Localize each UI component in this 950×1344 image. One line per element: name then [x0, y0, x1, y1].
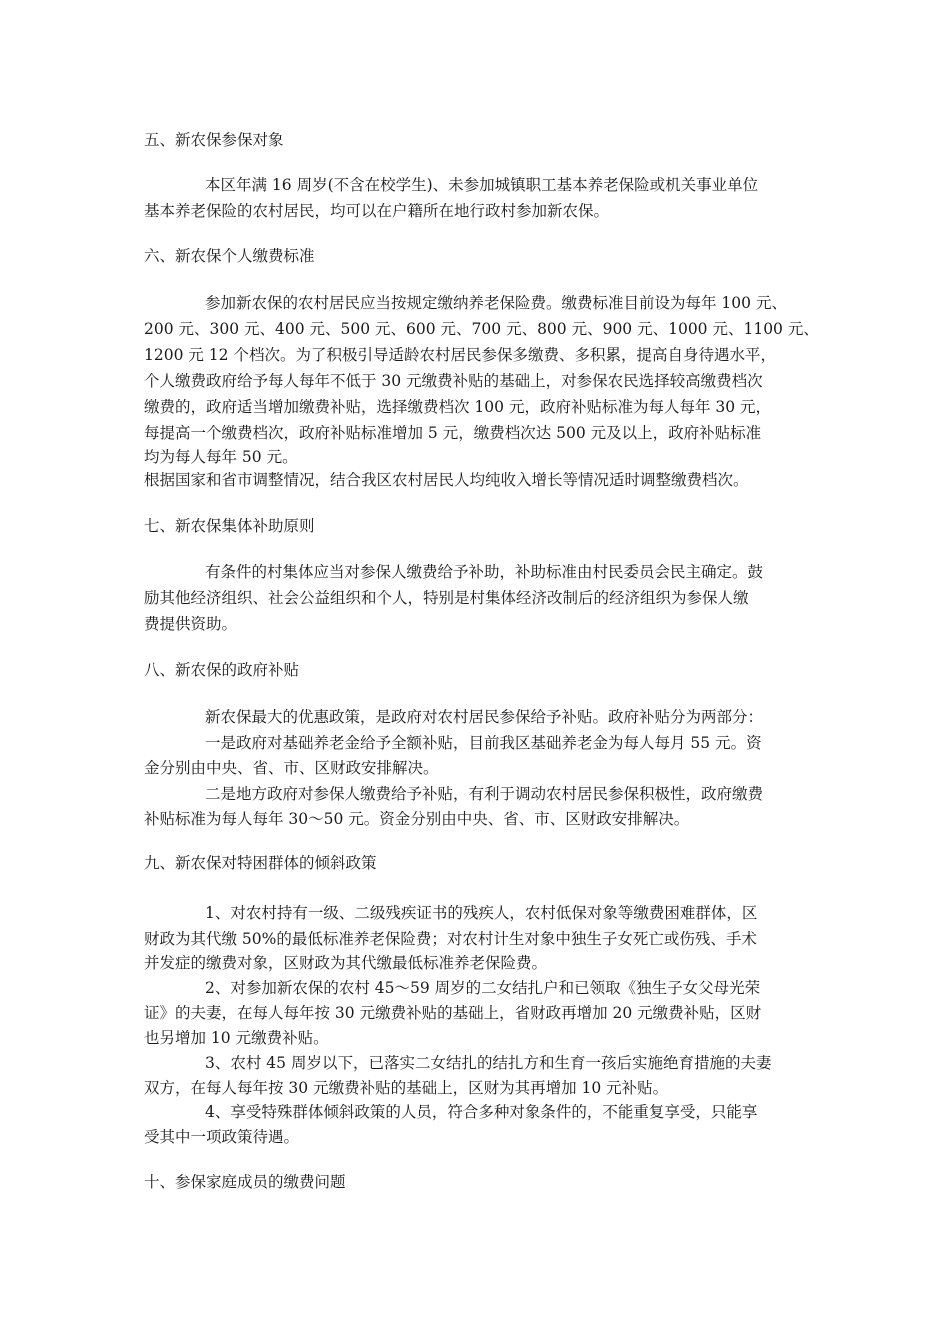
section-heading: 五、新农保参保对象: [144, 131, 284, 149]
paragraph-line: 财政为其代缴 50%的最低标准养老保险费；对农村计生对象中独生子女死亡或伤残、手术: [144, 930, 757, 948]
paragraph-line: 4、享受特殊群体倾斜政策的人员，符合多种对象条件的，不能重复享受，只能享: [205, 1103, 758, 1121]
paragraph-line: 本区年满 16 周岁(不含在校学生)、未参加城镇职工基本养老保险或机关事业单位: [205, 176, 759, 194]
paragraph-line: 缴费的，政府适当增加缴费补贴，选择缴费档次 100 元，政府补贴标准为每人每年 30 元，: [144, 398, 772, 416]
paragraph-line: 受其中一项政策待遇。: [144, 1128, 300, 1146]
paragraph-line: 二是地方政府对参保人缴费给予补贴，有利于调动农村居民参保积极性，政府缴费: [205, 785, 764, 803]
paragraph-line: 个人缴费政府给予每人每年不低于 30 元缴费补贴的基础上，对参保农民选择较高缴费档次: [144, 372, 763, 390]
section-heading: 八、新农保的政府补贴: [144, 661, 300, 679]
section-heading: 六、新农保个人缴费标准: [144, 247, 315, 265]
paragraph-line: 200 元、300 元、400 元、500 元、600 元、700 元、800 元、900 元、1000 元、1100 元、: [144, 320, 819, 338]
paragraph-line: 有条件的村集体应当对参保人缴费给予补助，补助标准由村民委员会民主确定。鼓: [205, 563, 764, 581]
paragraph-line: 费提供资助。: [144, 615, 238, 633]
paragraph-line: 双方，在每人每年按 30 元缴费补贴的基础上，区财为其再增加 10 元补贴。: [144, 1079, 669, 1097]
paragraph-line: 也另增加 10 元缴费补贴。: [144, 1029, 329, 1047]
section-heading: 十、参保家庭成员的缴费问题: [144, 1173, 346, 1191]
paragraph-line: 励其他经济组织、社会公益组织和个人，特别是村集体经济改制后的经济组织为参保人缴: [144, 589, 749, 607]
paragraph-line: 根据国家和省市调整情况，结合我区农村居民人均纯收入增长等情况适时调整缴费档次。: [144, 471, 749, 489]
paragraph-line: 补贴标准为每人每年 30～50 元。资金分别由中央、省、市、区财政安排解决。: [144, 810, 690, 828]
paragraph-line: 并发症的缴费对象，区财政为其代缴最低标准养老保险费。: [144, 954, 548, 972]
section-heading: 九、新农保对特困群体的倾斜政策: [144, 854, 377, 872]
paragraph-line: 每提高一个缴费档次，政府补贴标准增加 5 元，缴费档次达 500 元及以上，政府补贴标准: [144, 424, 762, 442]
paragraph-line: 基本养老保险的农村居民，均可以在户籍所在地行政村参加新农保。: [144, 202, 610, 220]
paragraph-line: 3、农村 45 周岁以下，已落实二女结扎的结扎方和生育一孩后实施绝育措施的夫妻: [205, 1054, 772, 1072]
paragraph-line: 1200 元 12 个档次。为了积极引导适龄农村居民参保多缴费、多积累，提高自身待遇水平，: [144, 346, 776, 364]
paragraph-line: 参加新农保的农村居民应当按规定缴纳养老保险费。缴费标准目前设为每年 100 元、: [205, 294, 787, 312]
paragraph-line: 新农保最大的优惠政策，是政府对农村居民参保给予补贴。政府补贴分为两部分：: [205, 708, 764, 726]
section-heading: 七、新农保集体补助原则: [144, 517, 315, 535]
paragraph-line: 金分别由中央、省、市、区财政安排解决。: [144, 759, 439, 777]
paragraph-line: 2、对参加新农保的农村 45～59 周岁的二女结扎户和已领取《独生子女父母光荣: [205, 979, 761, 997]
paragraph-line: 证》的夫妻，在每人每年按 30 元缴费补贴的基础上，省财政再增加 20 元缴费补贴，区财: [144, 1004, 762, 1022]
paragraph-line: 均为每人每年 50 元。: [144, 448, 298, 466]
paragraph-line: 1、对农村持有一级、二级残疾证书的残疾人，农村低保对象等缴费困难群体，区: [205, 904, 758, 922]
paragraph-line: 一是政府对基础养老金给予全额补贴，目前我区基础养老金为每人每月 55 元。资: [205, 734, 762, 752]
